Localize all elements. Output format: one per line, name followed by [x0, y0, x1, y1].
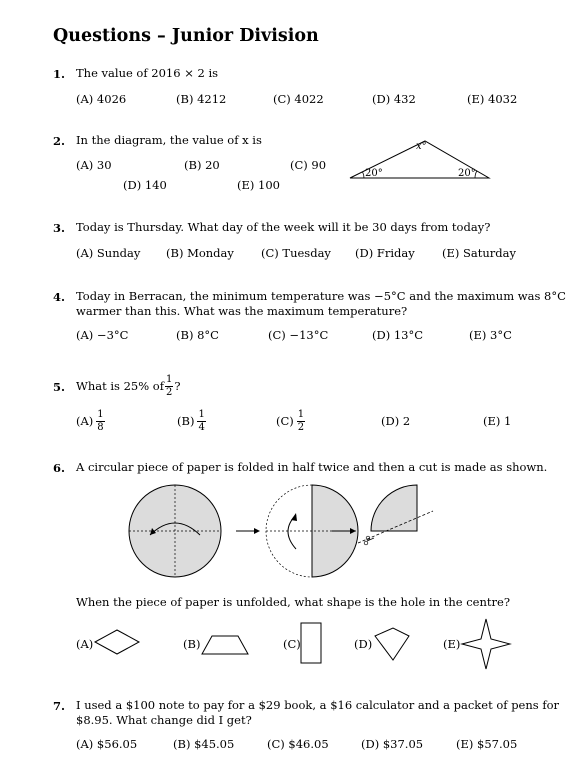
fraction-numerator: 1 — [297, 408, 305, 420]
question-1-option-e: (E) 4032 — [467, 92, 518, 106]
question-6-option-d: (D) — [354, 637, 373, 651]
option-fraction — [96, 410, 104, 433]
folding-diagram — [120, 483, 450, 583]
question-1-text: The value of 2016 × 2 is — [76, 66, 219, 80]
fraction-numerator: 1 — [166, 373, 173, 385]
question-6-followup: When the piece of paper is unfolded, what shape is the hole in the centre? — [76, 595, 510, 609]
rhombus-shape — [92, 627, 142, 657]
fraction-numerator: 1 — [97, 408, 104, 420]
fraction-denominator: 4 — [198, 421, 205, 433]
triangle-diagram — [345, 134, 495, 184]
question-7-option-b: (B) $45.05 — [173, 737, 235, 751]
option-fraction — [197, 410, 205, 433]
left-angle-arc — [363, 172, 364, 178]
question-5-option-c — [276, 408, 306, 434]
fraction-numerator: 1 — [198, 408, 205, 420]
question-7-number: 7. — [53, 699, 66, 713]
question-1-option-c: (C) 4022 — [273, 92, 324, 106]
question-5-text-after: ? — [174, 379, 181, 393]
question-7-option-d: (D) $37.05 — [361, 737, 424, 751]
option-label: (B) — [177, 414, 195, 428]
option-label: (C) — [276, 414, 294, 428]
question-4-option-e: (E) 3°C — [469, 328, 512, 342]
question-5-option-e: (E) 1 — [483, 414, 512, 428]
question-6-option-c: (C) — [283, 637, 301, 651]
question-3-text: Today is Thursday. What day of the week will it be 30 days from today? — [76, 220, 491, 234]
question-7-option-e: (E) $57.05 — [456, 737, 518, 751]
question-5-number: 5. — [53, 380, 66, 394]
angle-label-right: 20° — [458, 168, 476, 179]
question-4-option-d: (D) 13°C — [372, 328, 424, 342]
question-1-option-d: (D) 432 — [372, 92, 416, 106]
question-4-option-b: (B) 8°C — [176, 328, 219, 342]
question-6-option-e: (E) — [443, 637, 461, 651]
question-3-option-a: (A) Sunday — [76, 246, 141, 260]
question-7-option-c: (C) $46.05 — [267, 737, 329, 751]
question-6-number: 6. — [53, 461, 66, 475]
question-4-option-a: (A) −3°C — [76, 328, 129, 342]
question-4-text-line1: Today in Berracan, the minimum temperature was −5°C and the maximum was 8°C — [76, 289, 566, 303]
question-2-option-b: (B) 20 — [184, 158, 220, 172]
rectangle-shape — [298, 620, 324, 666]
half-circle-outline-dashed — [266, 485, 312, 577]
angle-label-left: 20° — [365, 168, 383, 179]
question-5-option-d: (D) 2 — [381, 414, 411, 428]
fraction-denominator: 2 — [297, 421, 305, 433]
question-3-number: 3. — [53, 221, 66, 235]
question-4-text-line2: warmer than this. What was the maximum temperature? — [76, 304, 408, 318]
question-7-option-a: (A) $56.05 — [76, 737, 138, 751]
option-fraction — [297, 410, 305, 433]
fraction-denominator: 2 — [166, 386, 173, 398]
angle-label-top: x° — [416, 141, 427, 152]
question-5-text-before: What is 25% of — [76, 379, 164, 393]
question-1-number: 1. — [53, 67, 66, 81]
question-6-option-a: (A) — [76, 637, 94, 651]
question-2-option-e: (E) 100 — [237, 178, 280, 192]
question-5-option-a — [76, 408, 106, 434]
fold-arrow-head-2 — [291, 513, 297, 521]
option-label: (A) — [76, 414, 94, 428]
question-7-text-line2: $8.95. What change did I get? — [76, 713, 252, 727]
question-2-number: 2. — [53, 134, 66, 148]
star-shape — [456, 617, 512, 671]
question-2-option-d: (D) 140 — [123, 178, 167, 192]
question-3-option-b: (B) Monday — [166, 246, 234, 260]
question-6-text: A circular piece of paper is folded in half twice and then a cut is made as shown. — [76, 460, 548, 474]
question-4-option-c: (C) −13°C — [268, 328, 329, 342]
question-2-text: In the diagram, the value of x is — [76, 133, 262, 147]
kite-shape — [371, 624, 413, 664]
question-2-option-c: (C) 90 — [290, 158, 327, 172]
question-1-option-a: (A) 4026 — [76, 92, 127, 106]
question-3-option-e: (E) Saturday — [442, 246, 516, 260]
question-1-option-b: (B) 4212 — [176, 92, 227, 106]
question-4-number: 4. — [53, 290, 66, 304]
scissors-icon — [364, 536, 374, 545]
question-3-option-d: (D) Friday — [355, 246, 415, 260]
question-3-option-c: (C) Tuesday — [261, 246, 331, 260]
question-5-fraction — [165, 375, 173, 398]
arrow-right-icon — [254, 528, 260, 534]
page-title: Questions – Junior Division — [53, 26, 319, 46]
question-6-option-b: (B) — [183, 637, 201, 651]
question-7-text-line1: I used a $100 note to pay for a $29 book, a $16 calculator and a packet of pens for — [76, 698, 559, 712]
fraction-denominator: 8 — [97, 421, 104, 433]
question-2-option-a: (A) 30 — [76, 158, 112, 172]
trapezoid-shape — [200, 632, 252, 658]
question-5-text — [76, 372, 181, 400]
question-5-option-b — [177, 408, 207, 434]
quarter-circle-paper — [371, 485, 417, 531]
